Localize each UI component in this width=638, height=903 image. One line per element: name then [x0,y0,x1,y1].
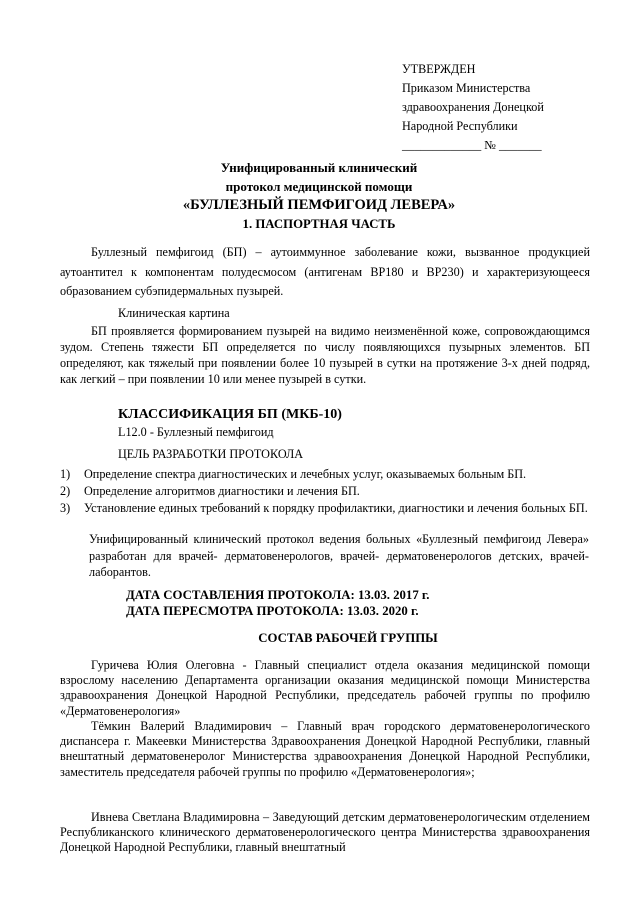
section-heading-passport: 1. ПАСПОРТНАЯ ЧАСТЬ [242,217,396,231]
title-line: протокол медицинской помощи [225,179,413,194]
approval-line: _____________ № _______ [402,138,542,152]
intro-paragraph: Буллезный пемфигоид (БП) – аутоиммунное заболевание кожи, вызванное продукцией аутоантител к компонентам полудесмосом (антигенам BP180 и BP230) и характеризующееся образованием субэпидермальных пузырей. [60,245,590,298]
goal-heading: ЦЕЛЬ РАЗРАБОТКИ ПРОТОКОЛА [118,447,304,461]
list-text: Установление единых требований к порядку профилактики, диагностики и лечения больных БП. [84,501,588,515]
clinical-paragraph: БП проявляется формированием пузырей на видимо неизменённой коже, сопровождающимся зудом. Степень тяжести БП определяется по числу появляющихся пузырных элементов. БП определяют, как тяжелый при появлении более 10 пузырей в сутки на протяжение 3-х дней подряд, как легкий – при появлении 10 или менее пузырей в сутки. [60,324,590,386]
list-number: 3) [60,501,71,515]
title-line: Унифицированный клинический [220,160,418,175]
list-text: Определение алгоритмов диагностики и лечения БП. [84,483,360,498]
clinical-heading: Клиническая картина [118,306,230,320]
approval-line: Народной Республики [402,119,518,133]
classification-heading: КЛАССИФИКАЦИЯ БП (МКБ-10) [118,407,342,422]
list-item [60,466,589,483]
title-protocol-name: «БУЛЛЕЗНЫЙ ПЕМФИГОИД ЛЕВЕРА» [182,197,456,213]
approval-line: УТВЕРЖДЕН [402,62,476,76]
working-group-title: СОСТАВ РАБОЧЕЙ ГРУППЫ [258,631,438,645]
list-item [60,483,589,500]
list-item [60,499,589,518]
document-title [60,158,578,234]
list-number: 1) [60,467,71,481]
approval-line: здравоохранения Донецкой [402,100,544,114]
classification-code: L12.0 - Буллезный пемфигоид [118,425,274,439]
member-paragraph: Ивнева Светлана Владимировна – Заведующий детским дерматовенерологическим отделением Республиканского клинического дерматовенерологического центра Министерства здравоохранения Донецкой Народной Республики, главный внештатный [60,810,590,855]
approval-stamp [402,60,602,155]
member-paragraph: Тёмкин Валерий Владимирович – Главный врач городского дерматовенерологического диспансера г. Макеевки Министерства Здравоохранения Донецкой Народной Республики, главный внештатный дерматовенеролог Министерства здравоохранения Донецкой Народной Республики, заместитель председателя рабочей группы по профилю «Дерматовенерология»; [60,719,590,779]
member-paragraph: Гуричева Юлия Олеговна - Главный специалист отдела оказания медицинской помощи взрослому населению Департамента организации оказания медицинской помощи Министерства здравоохранения Донецкой Народной Республики, председатель рабочей группы по профилю «Дерматовенерология» [60,658,590,718]
date-revised: ДАТА ПЕРЕСМОТРА ПРОТОКОЛА: 13.03. 2020 г. [126,604,419,618]
goal-note: Унифицированный клинический протокол ведения больных «Буллезный пемфигоид Левера» разработан для врачей- дерматовенерологов, врачей- дерматовенерологов детских, врачей-лаборантов. [89,532,589,579]
goal-list [60,466,589,518]
date-created: ДАТА СОСТАВЛЕНИЯ ПРОТОКОЛА: 13.03. 2017 г. [126,588,430,602]
list-text: Определение спектра диагностических и лечебных услуг, оказываемых больным БП. [84,467,527,481]
approval-line: Приказом Министерства [402,81,531,95]
list-number: 2) [60,483,71,498]
